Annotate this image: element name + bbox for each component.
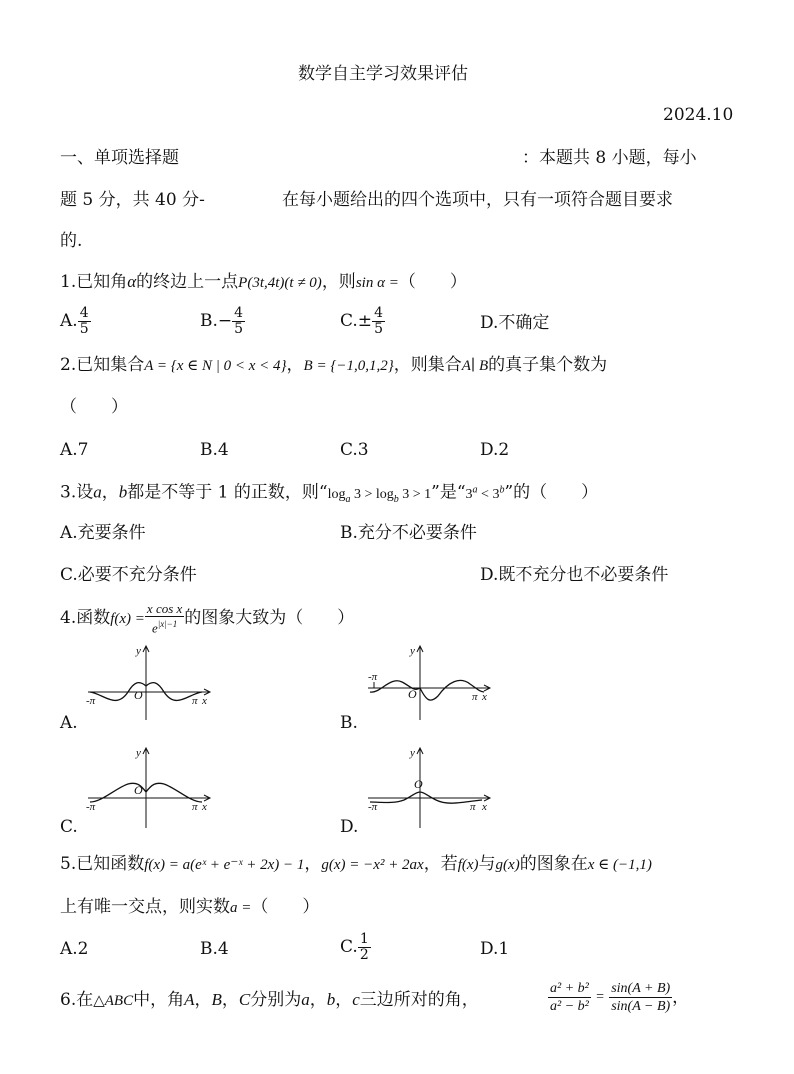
question-2 xyxy=(60,353,607,378)
q5-g: g(x) = −x² + 2ax xyxy=(321,857,424,873)
power-base: 3 xyxy=(492,486,500,502)
q1-alpha: α xyxy=(127,272,137,291)
y-label: y xyxy=(410,645,415,657)
y-label: y xyxy=(410,747,415,759)
origin-label: O xyxy=(134,688,143,702)
section-desc-3: 的. xyxy=(60,231,83,251)
fraction-numerator: 4 xyxy=(234,305,244,321)
q5-comma: ， xyxy=(304,854,322,874)
x-label: x xyxy=(202,801,207,813)
q5-paren: （ ） xyxy=(251,897,320,917)
log-mid: 3 > log xyxy=(350,486,394,502)
exp-power: |x|−1 xyxy=(157,619,178,629)
q5-stem-a: 5.已知函数 xyxy=(60,854,145,874)
exp-base: e xyxy=(151,620,158,636)
q6-side-c: c xyxy=(352,990,360,1009)
q4-graph-b[interactable] xyxy=(364,642,494,722)
q6-equals: = xyxy=(595,989,605,1005)
q6-side-a: a xyxy=(301,990,310,1009)
q1-option-a[interactable] xyxy=(60,306,91,337)
fraction-denominator: a² − b² xyxy=(550,999,589,1014)
q2-option-a[interactable]: A.7 xyxy=(60,440,89,460)
q6-left-fraction xyxy=(548,980,591,1015)
q6-angle-a: A xyxy=(184,990,195,1009)
q5-g2: g(x) xyxy=(495,857,520,873)
q3-stem-b: 都是不等于 1 的正数，则“ xyxy=(127,482,328,503)
q5-option-c-fraction xyxy=(358,932,371,963)
q5-range: x ∈ (−1,1) xyxy=(587,857,652,873)
q1-stem-a: 1.已知角 xyxy=(60,272,128,292)
q5-line2-text: 上有唯一交点，则实数 xyxy=(60,897,230,917)
section-title: 一、单项选择题 xyxy=(60,148,179,168)
log-base-b: b xyxy=(393,493,399,505)
q3-var-a: a xyxy=(93,482,102,502)
q3-option-a[interactable]: A.充要条件 xyxy=(60,523,146,543)
q5-a: a = xyxy=(230,900,252,916)
q1-option-d[interactable]: D.不确定 xyxy=(480,313,550,333)
y-label: y xyxy=(136,645,141,657)
tick-pi: π xyxy=(192,695,198,707)
q1-option-a-fraction xyxy=(78,306,91,337)
origin-label: O xyxy=(408,687,417,701)
q4-stem-a: 4.函数 xyxy=(60,608,111,629)
q1-option-a-label: A. xyxy=(60,311,78,331)
question-4 xyxy=(60,602,354,635)
q4-graph-a[interactable] xyxy=(84,642,214,722)
fraction-denominator: 5 xyxy=(79,321,89,337)
power-base: 3 xyxy=(465,486,473,502)
q4-option-a[interactable]: A. xyxy=(60,713,78,733)
q2-stem-a: 2.已知集合 xyxy=(60,355,145,375)
tick-pi: π xyxy=(192,801,198,813)
log-text: log xyxy=(327,486,346,502)
q2-stem-b: ，则集合 xyxy=(393,355,462,375)
tick-pi: π xyxy=(470,801,476,813)
q6-comma: ， xyxy=(194,990,212,1010)
q1-option-c[interactable] xyxy=(340,306,385,337)
q6-triangle: △ABC xyxy=(93,993,134,1009)
log-end: 3 > 1 xyxy=(398,486,432,502)
page-title: 数学自主学习效果评估 xyxy=(298,64,468,84)
power-exp: b xyxy=(499,484,505,495)
q6-stem-c: 分别为 xyxy=(250,990,302,1010)
q2-stem-c: 的真子集个数为 xyxy=(488,355,608,375)
less-than: < xyxy=(477,486,493,502)
q5-option-b[interactable]: B.4 xyxy=(200,939,229,959)
question-5 xyxy=(60,852,652,877)
q3-comma: ， xyxy=(101,482,119,503)
q1-option-c-label: C.± xyxy=(340,311,373,331)
q6-stem-b: 中，角 xyxy=(133,990,185,1010)
tick-neg-pi: -π xyxy=(368,801,378,813)
x-label: x xyxy=(202,695,207,707)
q5-stem-d: 的图象在 xyxy=(519,854,588,874)
q2-ab: A∣ B xyxy=(461,358,489,374)
q6-stem-a: 6.在 xyxy=(60,990,94,1010)
x-label: x xyxy=(482,801,487,813)
q3-option-d[interactable]: D.既不充分也不必要条件 xyxy=(480,565,669,585)
q5-stem-b: ，若 xyxy=(423,854,458,874)
q2-paren: （ ） xyxy=(60,397,128,417)
q4-option-d[interactable]: D. xyxy=(340,817,359,837)
q1-paren: （ ） xyxy=(398,272,467,292)
section-desc-2a: 题 5 分，共 40 分- xyxy=(60,190,205,210)
q5-stem-c: 与 xyxy=(478,854,496,874)
section-desc-1: ：本题共 8 小题，每小 xyxy=(522,148,697,168)
q4-stem-b: 的图象大致为（ ） xyxy=(184,608,355,629)
fraction-denominator: 2 xyxy=(359,947,369,963)
tick-neg-pi: -π xyxy=(368,671,378,683)
q1-option-b-fraction xyxy=(232,306,245,337)
q2-set-a: A = {x ∈ N | 0 < x < 4} xyxy=(144,358,287,374)
q4-graph-c[interactable] xyxy=(84,744,214,830)
fraction-numerator: a² + b² xyxy=(550,981,589,996)
y-label: y xyxy=(136,747,141,759)
q6-comma: ， xyxy=(335,990,353,1010)
question-3 xyxy=(60,478,598,511)
fraction-numerator: x cos x xyxy=(146,601,183,616)
log-base-a: a xyxy=(345,493,351,505)
q3-option-c[interactable]: C.必要不充分条件 xyxy=(60,565,197,585)
q6-angle-c: C xyxy=(238,990,251,1009)
q6-comma: ， xyxy=(221,990,239,1010)
x-label: x xyxy=(482,691,487,703)
q1-option-c-fraction xyxy=(372,306,385,337)
q5-line-2 xyxy=(60,895,319,920)
function-curve xyxy=(370,680,484,700)
q6-angle-b: B xyxy=(211,990,222,1009)
q3-condition-2 xyxy=(465,484,505,502)
q5-option-d[interactable]: D.1 xyxy=(480,939,510,959)
q5-option-c[interactable] xyxy=(340,932,371,963)
q1-point: P(3t,4t)(t ≠ 0) xyxy=(238,275,322,291)
q2-option-b[interactable]: B.4 xyxy=(200,440,229,460)
q3-stem-d: ”的（ ） xyxy=(504,482,599,503)
q4-option-c[interactable]: C. xyxy=(60,817,78,837)
q2-comma: ， xyxy=(286,355,304,375)
q1-stem-b: 的终边上一点 xyxy=(136,272,239,292)
q6-side-b: b xyxy=(326,990,336,1009)
q4-graph-d[interactable] xyxy=(364,744,494,830)
section-desc-2b: 在每小题给出的四个选项中，只有一项符合题目要求 xyxy=(282,190,673,210)
question-6 xyxy=(60,988,479,1013)
fraction-numerator: sin(A + B) xyxy=(611,981,671,996)
q3-condition-1 xyxy=(327,486,432,505)
q2-option-d[interactable]: D.2 xyxy=(480,440,510,460)
q6-equation xyxy=(548,980,689,1015)
fraction-denominator: sin(A − B) xyxy=(611,999,671,1014)
q1-stem-c: ，则 xyxy=(321,272,356,292)
q1-option-b-label: B.− xyxy=(200,311,233,331)
q3-stem-a: 3.设 xyxy=(60,482,94,503)
q3-option-b[interactable]: B.充分不必要条件 xyxy=(340,523,477,543)
q5-option-a[interactable]: A.2 xyxy=(60,939,89,959)
power-exp: a xyxy=(472,484,478,495)
fraction-denominator: 5 xyxy=(234,321,244,337)
q4-fraction xyxy=(145,602,184,635)
fraction-numerator: 1 xyxy=(359,931,369,947)
q4-fx: f(x) = xyxy=(110,611,145,628)
fraction-denominator xyxy=(145,617,184,635)
q2-option-c[interactable]: C.3 xyxy=(340,440,369,460)
tick-neg-pi: -π xyxy=(86,801,96,813)
q5-f: f(x) = a(eˣ + e⁻ˣ + 2x) − 1 xyxy=(144,857,305,873)
fraction-numerator: 4 xyxy=(79,305,89,321)
q6-stem-d: 三边所对的角， xyxy=(359,990,479,1010)
q6-comma: ， xyxy=(309,990,327,1010)
date: 2024.10 xyxy=(663,105,734,125)
q2-set-b: B = {−1,0,1,2} xyxy=(303,358,394,374)
fraction-numerator: 4 xyxy=(374,305,383,321)
q5-option-c-label: C. xyxy=(340,937,358,957)
q6-right-fraction xyxy=(609,980,672,1015)
question-1 xyxy=(60,270,467,295)
tick-neg-pi: -π xyxy=(86,695,96,707)
q3-stem-c: ”是“ xyxy=(431,482,466,503)
q1-sin: sin α = xyxy=(355,275,399,291)
q3-var-b: b xyxy=(118,482,128,502)
fraction-denominator: 5 xyxy=(374,321,383,337)
q6-end-comma: ， xyxy=(672,987,690,1008)
q4-option-b[interactable]: B. xyxy=(340,713,358,733)
q1-option-b[interactable] xyxy=(200,306,245,337)
q5-f2: f(x) xyxy=(457,857,479,873)
origin-label: O xyxy=(134,783,143,797)
origin-label: O xyxy=(414,777,423,791)
tick-pi: π xyxy=(472,691,478,703)
